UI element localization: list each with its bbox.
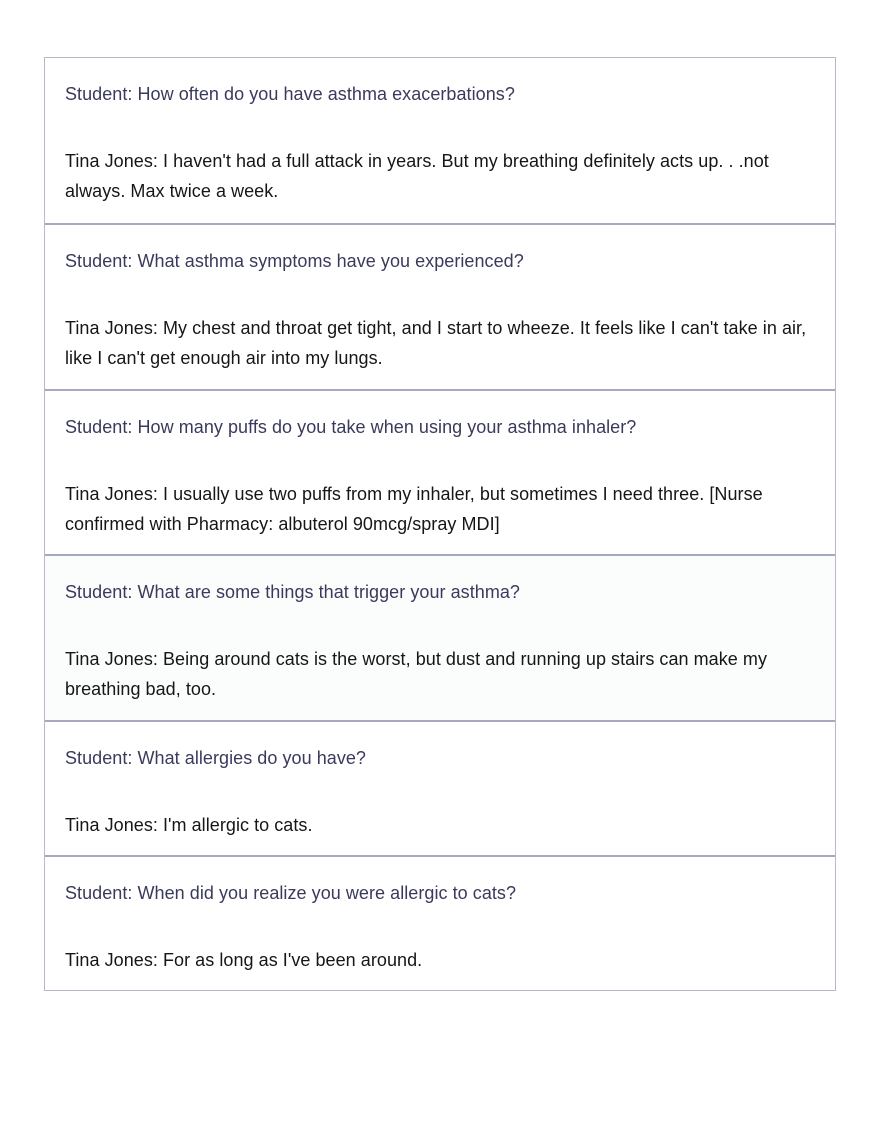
student-question: Student: What are some things that trigger your asthma? (65, 582, 520, 602)
patient-answer: Tina Jones: Being around cats is the worst, but dust and running up stairs can make my breathing bad, too. (65, 649, 768, 699)
qa-entry (45, 389, 835, 554)
qa-entry (45, 58, 835, 223)
qa-entry (45, 554, 835, 720)
student-question: Student: What asthma symptoms have you experienced? (65, 251, 524, 271)
student-question: Student: How many puffs do you take when using your asthma inhaler? (65, 417, 637, 437)
student-question: Student: What allergies do you have? (65, 748, 366, 768)
patient-answer: Tina Jones: I usually use two puffs from my inhaler, but sometimes I need three. [Nurse confirmed with Pharmacy: albuterol 90mcg/spray MDI] (65, 484, 763, 534)
qa-entry (45, 223, 835, 389)
student-question: Student: When did you realize you were allergic to cats? (65, 883, 517, 903)
student-question: Student: How often do you have asthma exacerbations? (65, 84, 515, 104)
qa-entry (45, 720, 835, 855)
interview-transcript (44, 57, 836, 991)
patient-answer: Tina Jones: For as long as I've been around. (65, 950, 423, 970)
patient-answer: Tina Jones: I'm allergic to cats. (65, 815, 313, 835)
patient-answer: Tina Jones: I haven't had a full attack in years. But my breathing definitely acts up. . .not always. Max twice a week. (65, 151, 769, 201)
patient-answer: Tina Jones: My chest and throat get tight, and I start to wheeze. It feels like I can't take in air, like I can't get enough air into my lungs. (65, 318, 807, 368)
qa-entry (45, 855, 835, 990)
